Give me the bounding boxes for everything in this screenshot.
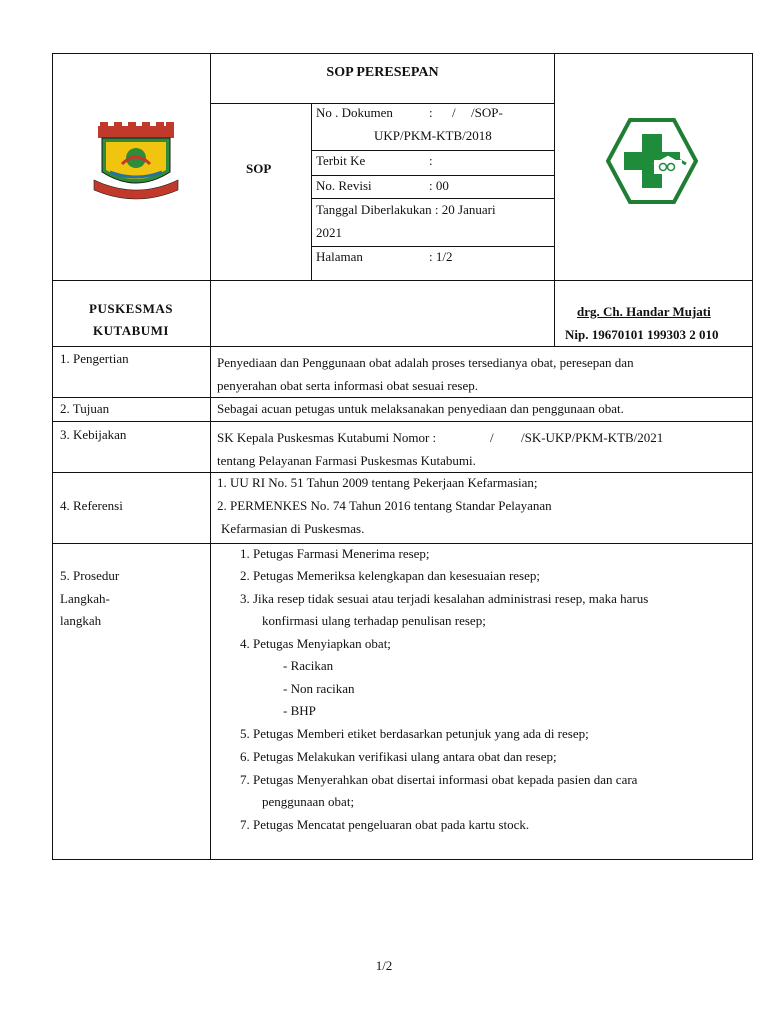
procedure-step: 2. Petugas Memeriksa kelengkapan dan kesesuaian resep; <box>240 568 540 583</box>
page-number: 1/2 <box>375 958 393 973</box>
regional-emblem-logo <box>92 120 180 204</box>
procedure-step: 6. Petugas Melakukan verifikasi ulang antara obat dan resep; <box>240 749 557 764</box>
kebijakan-text-slash: / <box>490 430 494 445</box>
revision-label: No. Revisi <box>316 178 372 193</box>
procedure-step: 5. Petugas Memberi etiket berdasarkan petunjuk yang ada di resep; <box>240 726 589 741</box>
doc-number-value: /SOP- <box>471 105 503 120</box>
procedure-step-cont: konfirmasi ulang terhadap penulisan resep; <box>262 613 486 628</box>
section-label-prosedur: 5. Prosedur <box>60 568 120 583</box>
page-label: Halaman <box>316 249 363 264</box>
section-label-prosedur-line3: langkah <box>60 613 102 628</box>
referensi-item-2: 2. PERMENKES No. 74 Tahun 2016 tentang Standar Pelayanan <box>217 498 552 513</box>
organization-name: PUSKESMAS <box>89 301 173 316</box>
procedure-subitem: - Racikan <box>283 658 334 673</box>
procedure-step: 1. Petugas Farmasi Menerima resep; <box>240 546 430 561</box>
procedure-step-cont: penggunaan obat; <box>262 794 355 809</box>
page-value: : 1/2 <box>429 249 453 264</box>
section-label-tujuan: 2. Tujuan <box>60 401 110 416</box>
doc-number-value-cont: UKP/PKM-KTB/2018 <box>374 128 492 143</box>
kebijakan-text-number: /SK-UKP/PKM-KTB/2021 <box>521 430 664 445</box>
tujuan-text: Sebagai acuan petugas untuk melaksanakan penyediaan dan penggunaan obat. <box>217 401 624 416</box>
procedure-step: 7. Petugas Menyerahkan obat disertai informasi obat kepada pasien dan cara <box>240 772 638 787</box>
section-label-referensi: 4. Referensi <box>60 498 123 513</box>
doc-number-slash: / <box>452 105 456 120</box>
puskesmas-logo <box>606 118 698 204</box>
procedure-subitem: - Non racikan <box>283 681 355 696</box>
section-label-kebijakan: 3. Kebijakan <box>60 427 127 442</box>
signer-name: drg. Ch. Handar Mujati <box>577 304 711 319</box>
procedure-step: 4. Petugas Menyiapkan obat; <box>240 636 391 651</box>
doc-number-separator: : <box>429 105 433 120</box>
section-label-pengertian: 1. Pengertian <box>60 351 129 366</box>
effective-date-label: Tanggal Diberlakukan : 20 Januari <box>316 202 496 217</box>
effective-date-year: 2021 <box>316 225 342 240</box>
pengertian-text-cont: penyerahan obat serta informasi obat sesuai resep. <box>217 378 478 393</box>
doc-number-label: No . Dokumen <box>316 105 393 120</box>
signer-nip: Nip. 19670101 199303 2 010 <box>565 327 719 342</box>
sop-label: SOP <box>246 161 272 176</box>
referensi-item-1: 1. UU RI No. 51 Tahun 2009 tentang Pekerjaan Kefarmasian; <box>217 475 538 490</box>
kebijakan-text: SK Kepala Puskesmas Kutabumi Nomor : <box>217 430 437 445</box>
terbit-label: Terbit Ke <box>316 153 366 168</box>
pengertian-text: Penyediaan dan Penggunaan obat adalah proses tersedianya obat, peresepan dan <box>217 355 634 370</box>
document-title: SOP PERESEPAN <box>326 65 439 80</box>
procedure-step: 7. Petugas Mencatat pengeluaran obat pada kartu stock. <box>240 817 530 832</box>
procedure-step: 3. Jika resep tidak sesuai atau terjadi kesalahan administrasi resep, maka harus <box>240 591 649 606</box>
revision-value: : 00 <box>429 178 449 193</box>
organization-name-line2: KUTABUMI <box>93 323 169 338</box>
procedure-subitem: - BHP <box>283 703 316 718</box>
referensi-item-2-cont: Kefarmasian di Puskesmas. <box>221 521 365 536</box>
section-label-prosedur-line2: Langkah- <box>60 591 110 606</box>
terbit-separator: : <box>429 153 433 168</box>
kebijakan-text-cont: tentang Pelayanan Farmasi Puskesmas Kutabumi. <box>217 453 476 468</box>
